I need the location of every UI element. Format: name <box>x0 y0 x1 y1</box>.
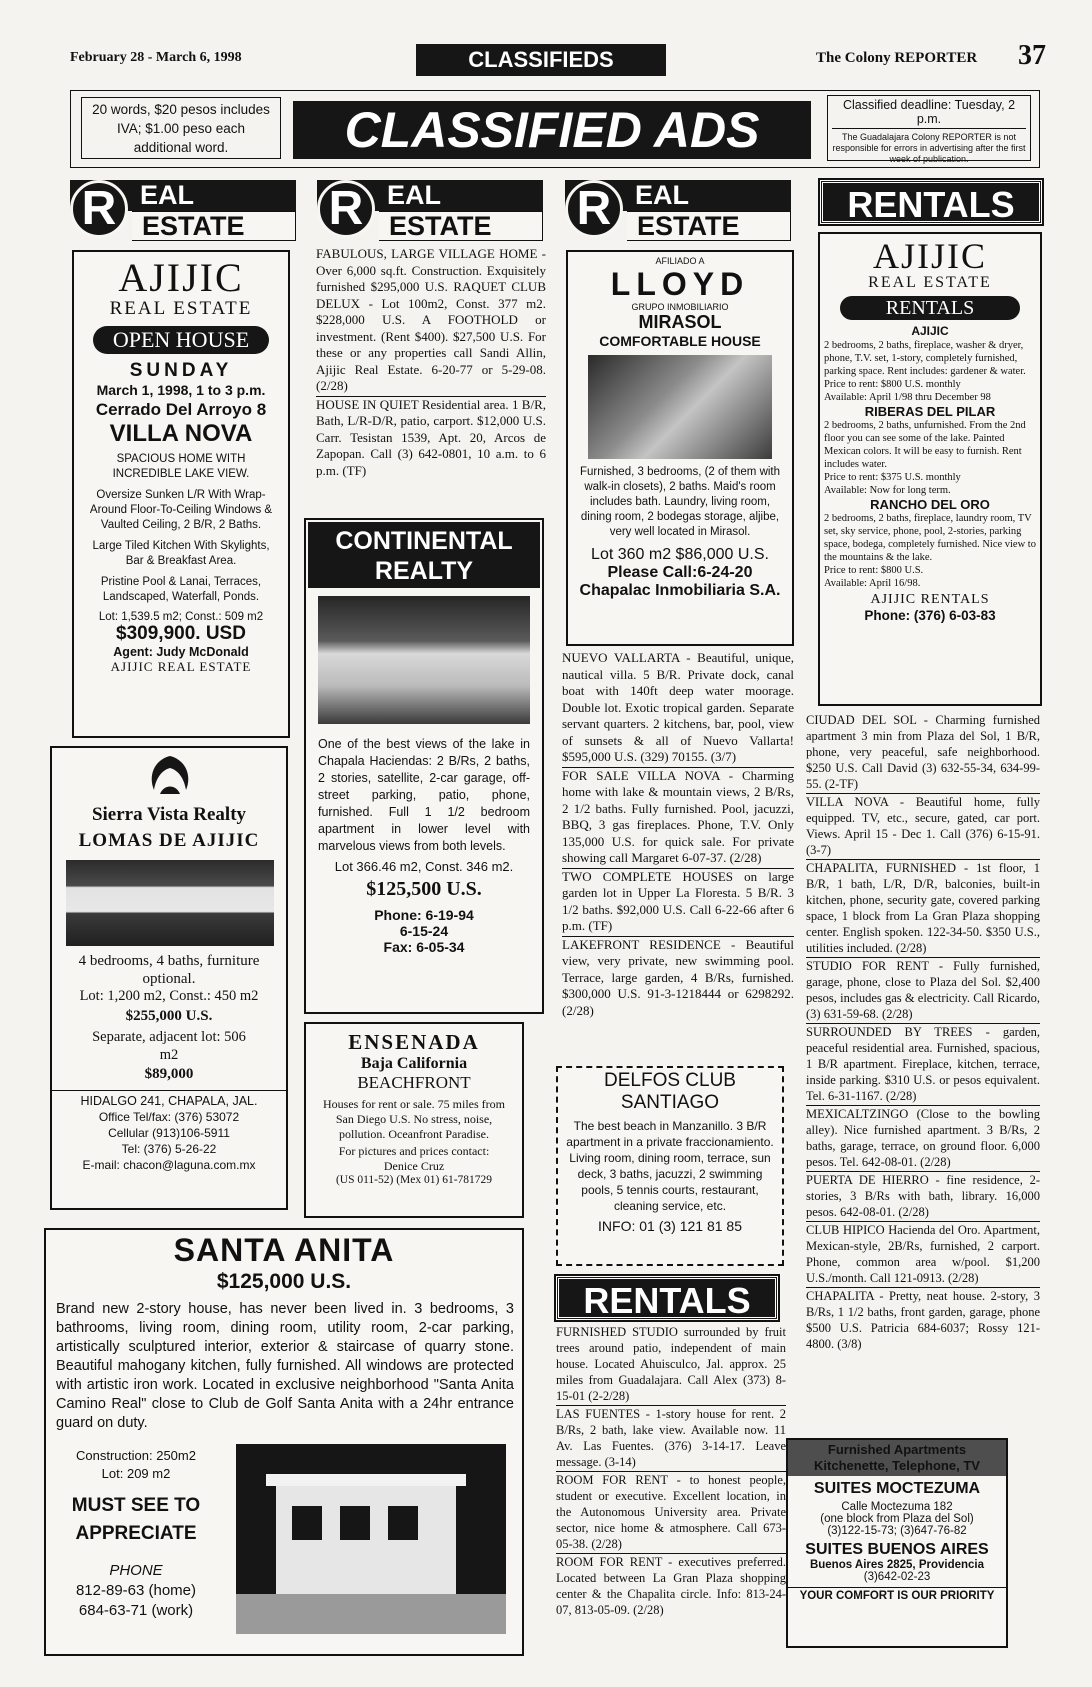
disclaimer-text: The Guadalajara Colony REPORTER is not responsible for errors in advertising after the first week of publication. <box>832 132 1026 164</box>
col3-rentals <box>556 1324 786 1619</box>
classified-villa-nova-rent: VILLA NOVA - Beautiful home, fully equipped. TV, etc., secure, gated, car port. Views. April 15 - Dec 1. Call (376) 6-15-91. (3-7) <box>806 795 1040 857</box>
continental-desc: One of the best views of the lake in Chapala Haciendas: 2 B/Rs, 2 baths, 2 stories, satellite, 2-car garage, off-street parking, patio, phone, furnished. Full 1 1/2 bedroom apartment in lower level with marvelous views from both levels. <box>318 737 530 853</box>
delfos-title: DELFOS CLUB <box>604 1070 736 1091</box>
pricing-box: 20 words, $20 pesos includes IVA; $1.00 peso each additional word. <box>81 97 281 159</box>
rentals-pill: RENTALS <box>840 296 1020 320</box>
classified-house-in-quiet: HOUSE IN QUIET Residential area. 1 B/R, Bath, L/R-D/R, patio, carport. $12,000 U.S. Carr. Tesistan 1539, Apt. 20, Arcos de Zapopan. Call (3) 642-0801, 10 a.m. to 6 p.m. (TF) <box>316 396 546 478</box>
mirasol-call: Please Call:6-24-20 <box>607 564 753 581</box>
classified-two-complete-houses: TWO COMPLETE HOUSES on large garden lot in Upper La Floresta. 5 B/R. 3 1/2 baths. $92,000 U.S. Call 6-22-66 after 6 p.m. (TF) <box>562 868 794 933</box>
masthead <box>70 90 1040 168</box>
ajijic-footer: AJIJIC REAL ESTATE <box>110 659 252 674</box>
page-number: 37 <box>1018 40 1046 71</box>
suites-ad <box>786 1438 1008 1648</box>
santa-anita-ad <box>44 1228 524 1656</box>
ensenada-name: Denice Cruz <box>383 1159 445 1173</box>
sierra-address: HIDALGO 241, CHAPALA, JAL. <box>80 1094 258 1108</box>
sierra-cell: Cellular (913)106-5911 <box>108 1126 230 1140</box>
ajijic-desc-2: Oversize Sunken L/R With Wrap-Around Floor-To-Ceiling Windows & Vaulted Ceiling, 2 B/R, 2 Baths. <box>89 489 273 531</box>
ensenada-title: ENSENADA <box>348 1030 480 1054</box>
mirasol-agency: Chapalac Inmobiliaria S.A. <box>579 582 781 599</box>
sierra-vista-ad <box>50 746 288 1210</box>
sierra-vista-photo <box>66 860 274 946</box>
rental-a-rancho: Available: April 16/98. <box>824 578 921 589</box>
lomas-de-ajijic: LOMAS DE AJIJIC <box>78 830 260 851</box>
continental-phone2: 6-15-24 <box>399 923 449 939</box>
ensenada-sub: Baja California <box>360 1055 468 1072</box>
open-house-pill: OPEN HOUSE <box>93 326 269 354</box>
suites-moctezuma: SUITES MOCTEZUMA <box>813 1480 981 1497</box>
lloyd-mirasol-ad <box>566 250 794 646</box>
classified-ads-title: CLASSIFIED ADS <box>293 101 811 159</box>
delfos-sub: SANTIAGO <box>620 1092 720 1113</box>
suites-buenos-aires-tel: (3)642-02-23 <box>863 1571 931 1583</box>
rental-las-fuentes: LAS FUENTES - 1-story house for rent. 2 B/Rs, 2 bath, lake view. Available now. 11 Av. Las Fuentes. (376) 3-14-17. Leave message. (3-14) <box>556 1407 786 1469</box>
ensenada-ad <box>304 1022 524 1218</box>
continental-title: CONTINENTAL REALTY <box>308 522 540 588</box>
rental-h-rancho: RANCHO DEL ORO <box>870 497 990 512</box>
ajijic-desc-3: Large Tiled Kitchen With Skylights, Bar & Breakfast Area. <box>92 540 270 567</box>
santa-anita-title: SANTA ANITA <box>173 1232 395 1268</box>
sierra-lot: Lot: 1,200 m2, Const.: 450 m2 <box>79 988 259 1004</box>
deadline-box <box>827 95 1031 164</box>
rental-a-ajijic: Available: April 1/98 thru December 98 <box>824 392 991 403</box>
ajijic-agent: Agent: Judy McDonald <box>113 645 249 659</box>
santa-anita-construction: Construction: 250m2 <box>76 1448 196 1463</box>
sierra-office: Office Tel/fax: (376) 53072 <box>98 1110 240 1124</box>
ensenada-contact: For pictures and prices contact: <box>338 1144 490 1158</box>
ensenada-tel: (US 011-52) (Mex 01) 61-781729 <box>335 1174 493 1186</box>
ajijic-rentals-footer: AJIJIC RENTALS <box>870 592 990 607</box>
delfos-desc: The best beach in Manzanillo. 3 B/R apartment in a private fraccionamiento. Living room, dining room, terrace, sun deck, 3 baths, jacuzzi, 2 swimming pools, 5 tennis courts, restaurant, cleaning service, etc. <box>566 1119 774 1213</box>
rental-t-rancho: 2 bedrooms, 2 baths, fireplace, laundry room, TV set, sky service, phone, pool, 2-stories, parking space, bodega, completely furnished. Nice view to the mountains & the lake. <box>824 513 1036 563</box>
banner-r-letter: R <box>576 182 612 235</box>
col4-classifieds <box>806 712 1040 1353</box>
mirasol-sub: COMFORTABLE HOUSE <box>599 333 761 349</box>
suites-moctezuma-tel: (3)122-15-73; (3)647-76-82 <box>827 1525 967 1537</box>
suites-top: Furnished Apartments Kitchenette, Telephone, TV <box>788 1440 1006 1476</box>
open-house-street: Cerrado Del Arroyo 8 <box>95 400 267 419</box>
sierra-adj: Separate, adjacent lot: 506 m2 <box>92 1029 246 1063</box>
suites-buenos-aires-addr: Buenos Aires 2825, Providencia <box>809 1559 985 1571</box>
issue-date: February 28 - March 6, 1998 <box>70 50 242 65</box>
ensenada-beachfront: BEACHFRONT <box>357 1073 471 1092</box>
ajijic-rentals-ad <box>818 232 1042 706</box>
classified-puerta-de-hierro: PUERTA DE HIERRO - fine residence, 2-stories, 3 B/Rs with bath, library. 16,000 pesos. 642-08-01. (2/28) <box>806 1173 1040 1219</box>
rental-t-riberas: 2 bedrooms, 2 baths, unfurnished. From the 2nd floor you can see some of the lake. Painted Mexican colors. It will be easy to furnish. Rent includes water. <box>824 420 1026 470</box>
mirasol-desc: Furnished, 3 bedrooms, (2 of them with walk-in closets), 2 baths. Maid's room includes bath. Laundry, living room, dining room, 2 bodegas storage, aljibe, very well located in Mirasol. <box>579 466 781 538</box>
banner-eal: EAL <box>635 180 689 210</box>
rental-room-for-rent-2: ROOM FOR RENT - executives preferred. Located between La Gran Plaza shopping center & the Chapalita circle. Info: 813-24-07, 813-05-09. (2/28) <box>556 1555 786 1617</box>
santa-anita-home: 812-89-63 (home) <box>75 1582 197 1599</box>
col3-classifieds <box>562 650 794 1020</box>
classified-nuevo-vallarta: NUEVO VALLARTA - Beautiful, unique, nautical villa. 5 B/R. Private dock, canal boat with 140ft deep water moorage. Double lot. Exotic tropical garden. Separate servant quarters. 2 kitchens, bar, pool, view of sunsets & all of Nuevo Vallarta! $595,000 U.S. (329) 70155. (3/7) <box>562 650 794 764</box>
classified-villa-nova-sale: FOR SALE VILLA NOVA - Charming home with lake & mountain views, 2 B/Rs, 2 1/2 baths. Fully furnished. Pool, jacuzzi, BBQ, 3 gas fireplaces. Phone, T.V. Only 135,000 U.S. for quick sale. For private showing call Margaret 6-07-37. (2/28) <box>562 767 794 865</box>
banner-estate: ESTATE <box>389 211 492 241</box>
continental-phone: Phone: 6-19-94 <box>374 907 474 923</box>
santa-anita-desc: Brand new 2-story house, has never been lived in. 3 bedrooms, 3 bathrooms, living room, dining room, utility room, 2-car parking, artistically sculptured interior, exterior & staircase of quarry stone. Beautiful mahogany kitchen, fully furnished. All windows are protected with artistic iron work. Located in exclusive neighborhood "Santa Anita Camino Real" close to Club de Golf Santa Anita with a 24hr entrance guard on duty. <box>56 1301 514 1431</box>
rental-p-riberas: Price to rent: $375 U.S. monthly <box>824 472 961 483</box>
lloyd-logo: LLOYD <box>568 266 792 302</box>
classified-studio-for-rent: STUDIO FOR RENT - Fully furnished, garage, phone, close to Plaza del Sol. $2,400 pesos, includes gas & electricity. Call Ricardo, (3) 631-59-68. (2/28) <box>806 959 1040 1021</box>
rental-furnished-studio: FURNISHED STUDIO surrounded by fruit trees around patio, independent of main house. Located Ahuisculco, Jal. approx. 25 miles from Guadalajara. Call Alex (373) 8-15-01 (2-2/28) <box>556 1325 786 1403</box>
sierra-desc: 4 bedrooms, 4 baths, furniture optional. <box>78 953 260 987</box>
ajijic-lot: Lot: 1,539.5 m2; Const.: 509 m2 <box>98 611 264 623</box>
suites-slogan: YOUR COMFORT IS OUR PRIORITY <box>788 1587 1006 1602</box>
classified-mexicaltzingo: MEXICALTZINGO (Close to the bowling alley). Nice furnished apartment. 3 B/Rs, 2 baths, garage, terrace, on ground floor. 6,000 pesos. Tel. 642-08-01. (2/28) <box>806 1107 1040 1169</box>
section-label: CLASSIFIEDS <box>416 44 666 76</box>
ajijic-logo-1: AJIJIC <box>118 255 244 300</box>
paper-name: The Colony REPORTER <box>816 50 978 66</box>
deadline-text: Classified deadline: Tuesday, 2 p.m. <box>832 98 1026 129</box>
banner-estate: ESTATE <box>142 211 245 241</box>
rental-p-rancho: Price to rent: $800 U.S. <box>824 565 924 576</box>
continental-photo <box>318 596 530 724</box>
sierra-adj-price: $89,000 <box>144 1066 194 1082</box>
classified-surrounded-by-trees: SURROUNDED BY TREES - garden, peaceful residential area. Furnished, spacious, 1 B/R apartment. Fireplace, kitchen, terrace, inside parking. $310 U.S. or pesos equivalent. Tel. 6-31-1167. (2/28) <box>806 1025 1040 1103</box>
classified-chapalita-furnished: CHAPALITA, FURNISHED - 1st floor, 1 B/R, 1 bath, L/R, D/R, balconies, built-in kitchen, phone, security gate, covered parking space, 1 block from La Gran Plaza shopping center. English spoken. 122-34-50. $350 U.S., utilities included. (2/28) <box>806 861 1040 955</box>
real-estate-banner-3 <box>565 178 791 242</box>
villa-nova-title: VILLA NOVA <box>109 420 253 447</box>
santa-anita-work: 684-63-71 (work) <box>78 1602 194 1619</box>
banner-eal: EAL <box>387 180 441 210</box>
banner-eal: EAL <box>140 180 194 210</box>
rental-h-ajijic: AJIJIC <box>911 324 949 338</box>
suites-moctezuma-near: (one block from Plaza del Sol) <box>820 1513 974 1525</box>
sierra-tel: Tel: (376) 5-26-22 <box>121 1142 217 1156</box>
mirasol-photo <box>588 355 772 459</box>
continental-fax: Fax: 6-05-34 <box>383 939 465 955</box>
lloyd-afiliado: AFILIADO A <box>655 256 705 266</box>
rental-p-ajijic: Price to rent: $800 U.S. monthly <box>824 379 961 390</box>
col2-classifieds <box>316 246 546 480</box>
mirasol-price: Lot 360 m2 $86,000 U.S. <box>591 546 769 563</box>
rentals-banner-col4: RENTALS <box>820 180 1042 224</box>
continental-lot: Lot 366.46 m2, Const. 346 m2. <box>334 859 514 874</box>
suites-buenos-aires: SUITES BUENOS AIRES <box>805 1541 989 1558</box>
real-estate-banner-1 <box>70 178 296 242</box>
delfos-info: INFO: 01 (3) 121 81 85 <box>598 1218 742 1234</box>
sierra-price: $255,000 U.S. <box>125 1008 213 1024</box>
santa-anita-must-see: MUST SEE TO APPRECIATE <box>71 1495 201 1544</box>
continental-realty-ad <box>304 518 544 1014</box>
classified-lakefront-residence: LAKEFRONT RESIDENCE - Beautiful view, very private, new swimming pool. Terrace, large garden, 4 B/Rs, furnished. $300,000 U.S. 91-3-1218444 or 6298292. (2/28) <box>562 936 794 1018</box>
santa-anita-lot: Lot: 209 m2 <box>101 1466 171 1481</box>
ensenada-desc: Houses for rent or sale. 75 miles from San Diego U.S. No stress, noise, pollution. Oceanfront Paradise. <box>323 1097 505 1141</box>
ajijic-open-house-ad <box>72 250 290 738</box>
ajijic-price: $309,900. USD <box>116 623 246 644</box>
rental-t-ajijic: 2 bedrooms, 2 baths, fireplace, washer & dryer, phone, T.V. set, 1-story, completely furnished, parking space. Rent includes: gardener & water. <box>824 340 1026 377</box>
delfos-club-ad <box>556 1066 784 1266</box>
ajijic-desc-1: SPACIOUS HOME WITH INCREDIBLE LAKE VIEW. <box>112 453 250 480</box>
open-house-date: March 1, 1998, 1 to 3 p.m. <box>96 382 266 398</box>
banner-estate: ESTATE <box>637 211 740 241</box>
rental-h-riberas: RIBERAS DEL PILAR <box>864 404 996 419</box>
ajijic-desc-4: Pristine Pool & Lanai, Terraces, Landscaped, Waterfall, Ponds. <box>100 576 262 603</box>
suites-moctezuma-addr: Calle Moctezuma 182 <box>841 1501 953 1513</box>
rentals-banner-col3: RENTALS <box>556 1276 778 1320</box>
open-house-day: SUNDAY <box>129 360 233 381</box>
classified-ciudad-del-sol: CIUDAD DEL SOL - Charming furnished apartment 3 min from Plaza del Sol, 1 B/R, phone, very peaceful, safe neighborhood. $250 U.S. Call David (3) 632-55-34, 634-99-55. (2-TF) <box>806 713 1040 791</box>
ajijic-rentals-phone: Phone: (376) 6-03-83 <box>864 608 996 623</box>
classified-chapalita-house: CHAPALITA - Pretty, neat house. 2-story, 3 B/Rs, 1 1/2 baths, front garden, garage, phone $500 U.S. Patricia 684-6037; Rossy 121-4800. (3/8) <box>806 1289 1040 1351</box>
classified-club-hipico: CLUB HIPICO Hacienda del Oro. Apartment, Mexican-style, 2B/Rs, furnished, 2 carport. Phone, common area w/pool. $1,200 U.S./month. Call 121-0913. (2/28) <box>806 1223 1040 1285</box>
ajijic-logo-2: REAL ESTATE <box>109 298 253 319</box>
banner-r-letter: R <box>81 182 117 235</box>
santa-anita-photo <box>236 1444 506 1634</box>
mirasol-title: MIRASOL <box>638 312 722 332</box>
banner-r-letter: R <box>328 182 364 235</box>
ajijic-rentals-logo-1: AJIJIC <box>872 236 987 276</box>
rental-a-riberas: Available: Now for long term. <box>824 485 951 496</box>
ajijic-rentals-logo-2: REAL ESTATE <box>868 274 992 291</box>
santa-anita-phone-label: PHONE <box>109 1562 163 1579</box>
sierra-vista-name: Sierra Vista Realty <box>91 804 247 825</box>
santa-anita-price: $125,000 U.S. <box>216 1270 352 1293</box>
continental-price: $125,500 U.S. <box>366 878 482 900</box>
sierra-email: E-mail: chacon@laguna.com.mx <box>82 1158 256 1172</box>
sierra-vista-logo <box>144 754 196 798</box>
lloyd-grupo: GRUPO INMOBILIARIO <box>631 302 729 312</box>
rental-room-for-rent-1: ROOM FOR RENT - to honest people, student or executive. Excellent location, in the Autonomous University area. Private sector, nice home & atmosphere. Call 673-05-38. (2/28) <box>556 1473 786 1551</box>
real-estate-banner-2 <box>317 178 543 242</box>
classified-fabulous-village-home: FABULOUS, LARGE VILLAGE HOME - Over 6,000 sq.ft. Construction. Exquisitely furnished $295,000 U.S. RAQUET CLUB DELUX - Lot 100m2, Const. 377 m2. $228,000 U.S. A FOOTHOLD or investment. (Rent $400). $27,500 U.S. For these or any properties call Sandi Allin, Ajijic Real Estate. 6-20-77 or 5-29-08. (2/28) <box>316 246 546 393</box>
